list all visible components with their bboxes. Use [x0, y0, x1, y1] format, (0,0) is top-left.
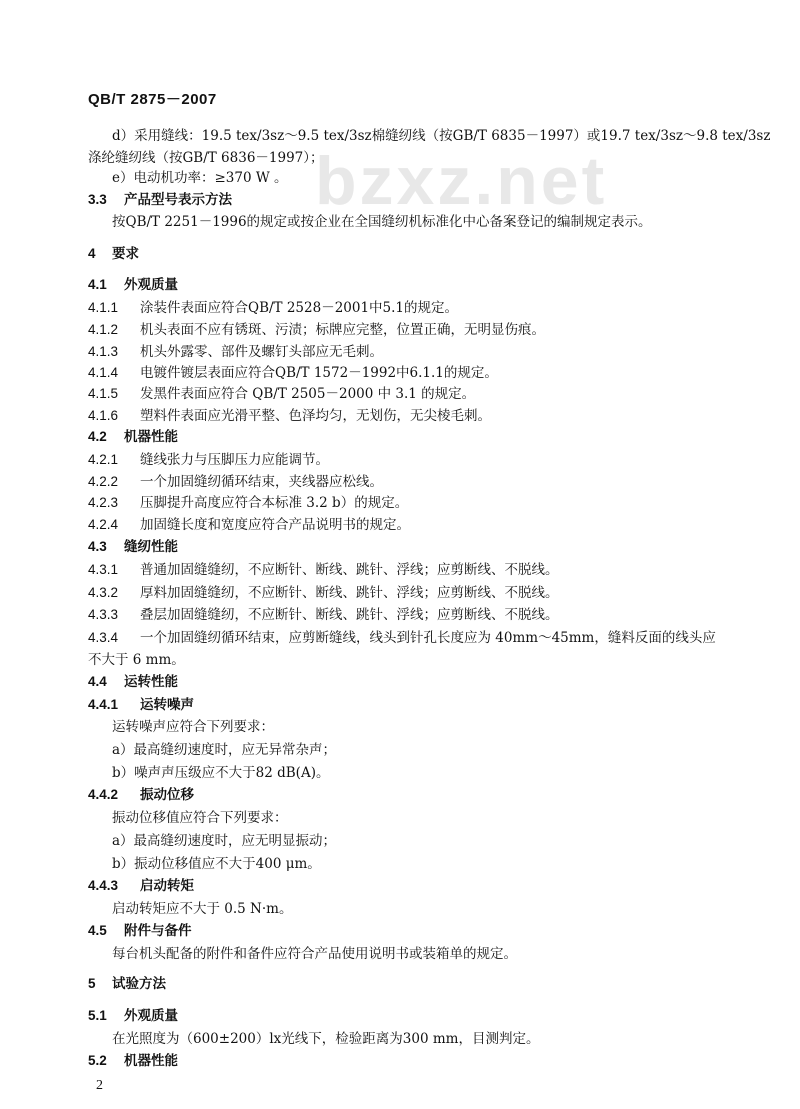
clause-text: 发黑件表面应符合 QB/T 2505－2000 中 3.1 的规定。 [140, 386, 476, 402]
clause-4-1-4 [88, 364, 498, 382]
section-3-3-heading [88, 191, 232, 209]
section-4-4-1-heading [88, 696, 194, 714]
section-title: 机器性能 [124, 1053, 178, 1068]
clause-number: 4.3.2 [88, 585, 119, 600]
section-title: 要求 [112, 246, 139, 261]
clause-text: 一个加固缝纫循环结束，应剪断缝线，线头到针孔长度应为 40mm～45mm，缝料反面的线头应 [140, 630, 716, 646]
vibration-item-a: a）最高缝纫速度时，应无明显振动； [112, 833, 337, 849]
section-number: 3.3 [88, 192, 107, 207]
section-number: 4.4 [88, 674, 107, 689]
section-number: 5.1 [88, 1008, 107, 1023]
clause-4-3-2 [88, 584, 559, 602]
clause-text: 厚料加固缝缝纫，不应断针、断线、跳针、浮线；应剪断线、不脱线。 [140, 585, 559, 601]
section-number: 4.4.1 [88, 697, 119, 712]
section-title: 运转性能 [124, 674, 178, 689]
torque-body: 启动转矩应不大于 0.5 N·m。 [112, 901, 293, 917]
page-number: 2 [96, 1078, 103, 1093]
section-4-4-2-heading [88, 786, 194, 804]
item-d-line1: d）采用缝线：19.5 tex/3sz～9.5 tex/3sz棉缝纫线（按GB/T 6835－1997）或19.7 tex/3sz～9.8 tex/3sz [112, 128, 771, 144]
clause-number: 4.2.2 [88, 474, 119, 489]
section-number: 4.3 [88, 539, 107, 554]
clause-4-1-1 [88, 299, 458, 317]
clause-number: 4.2.1 [88, 452, 119, 467]
section-number: 5.2 [88, 1053, 107, 1068]
clause-4-2-2 [88, 473, 383, 491]
clause-text: 缝线张力与压脚压力应能调节。 [140, 452, 329, 468]
clause-text: 叠层加固缝缝纫，不应断针、断线、跳针、浮线；应剪断线、不脱线。 [140, 607, 559, 623]
section-4-4-heading [88, 673, 178, 691]
section-3-3-body: 按QB/T 2251－1996的规定或按企业在全国缝纫机标准化中心备案登记的编制规定表示。 [112, 214, 652, 230]
clause-number: 4.2.4 [88, 517, 119, 532]
section-4-1-heading [88, 276, 178, 294]
section-5-2-heading [88, 1052, 178, 1070]
watermark-text: bzxz.net [315, 143, 608, 219]
clause-number: 4.1.4 [88, 365, 119, 380]
clause-4-2-3 [88, 494, 408, 512]
vibration-item-b: b）振动位移值应不大于400 μm。 [112, 856, 321, 872]
clause-text: 压脚提升高度应符合本标准 3.2 b）的规定。 [140, 495, 409, 511]
section-title: 启动转矩 [140, 878, 194, 893]
section-5-heading [88, 975, 166, 993]
clause-4-1-3 [88, 343, 383, 361]
section-title: 缝纫性能 [124, 539, 178, 554]
clause-4-3-3 [88, 606, 559, 624]
section-5-1-heading [88, 1007, 178, 1025]
section-title: 附件与备件 [124, 923, 192, 938]
section-number: 4.5 [88, 923, 107, 938]
clause-4-2-4 [88, 516, 410, 534]
clause-text: 涂装件表面应符合QB/T 2528－2001中5.1的规定。 [140, 300, 459, 316]
item-e: e）电动机功率：≥370 W 。 [112, 170, 288, 186]
accessories-body: 每台机头配备的附件和备件应符合产品使用说明书或装箱单的规定。 [112, 946, 517, 962]
section-number: 4.1 [88, 277, 107, 292]
section-title: 外观质量 [124, 1008, 178, 1023]
clause-number: 4.3.3 [88, 607, 119, 622]
clause-number: 4.1.5 [88, 386, 119, 401]
clause-4-2-1 [88, 451, 329, 469]
clause-4-3-4 [88, 629, 716, 647]
clause-number: 4.1.1 [88, 300, 119, 315]
clause-text: 电镀件镀层表面应符合QB/T 1572－1992中6.1.1的规定。 [140, 365, 498, 381]
clause-number: 4.1.2 [88, 322, 119, 337]
clause-number: 4.3.4 [88, 630, 119, 645]
section-4-5-heading [88, 922, 192, 940]
noise-item-a: a）最高缝纫速度时，应无异常杂声； [112, 742, 337, 758]
section-title: 机器性能 [124, 429, 178, 444]
clause-text: 一个加固缝纫循环结束，夹线器应松线。 [140, 474, 383, 490]
item-d-line2: 涤纶缝纫线（按GB/T 6836－1997）； [88, 150, 324, 166]
appearance-test-body: 在光照度为（600±200）lx光线下，检验距离为300 mm，目测判定。 [112, 1031, 540, 1047]
section-number: 4.4.2 [88, 787, 119, 802]
section-title: 振动位移 [140, 787, 194, 802]
section-4-2-heading [88, 428, 178, 446]
section-title: 外观质量 [124, 277, 178, 292]
clause-4-1-5 [88, 385, 475, 403]
section-4-heading [88, 245, 139, 263]
clause-text: 塑料件表面应光滑平整、色泽均匀，无划伤，无尖棱毛刺。 [140, 408, 491, 424]
vibration-intro: 振动位移值应符合下列要求： [112, 810, 288, 826]
clause-number: 4.3.1 [88, 562, 119, 577]
section-4-3-heading [88, 538, 178, 556]
section-number: 4.2 [88, 429, 107, 444]
clause-text: 机头外露零、部件及螺钉头部应无毛刺。 [140, 344, 383, 360]
clause-number: 4.2.3 [88, 495, 119, 510]
clause-number: 4.1.3 [88, 344, 119, 359]
section-number: 4.4.3 [88, 878, 119, 893]
clause-4-1-2 [88, 321, 545, 339]
noise-intro: 运转噪声应符合下列要求： [112, 719, 274, 735]
clause-text: 机头表面不应有锈斑、污渍；标牌应完整，位置正确，无明显伤痕。 [140, 322, 545, 338]
noise-item-b: b）噪声声压级应不大于82 dB(A)。 [112, 765, 330, 781]
clause-text: 加固缝长度和宽度应符合产品说明书的规定。 [140, 517, 410, 533]
section-4-4-3-heading [88, 877, 194, 895]
section-title: 试验方法 [112, 976, 166, 991]
clause-4-1-6 [88, 407, 491, 425]
clause-4-3-1 [88, 561, 559, 579]
document-id-header: QB/T 2875－2007 [88, 91, 217, 108]
clause-4-3-4-continued: 不大于 6 mm。 [88, 652, 185, 668]
section-number: 4 [88, 246, 96, 261]
clause-text: 普通加固缝缝纫，不应断针、断线、跳针、浮线；应剪断线、不脱线。 [140, 562, 559, 578]
section-title: 产品型号表示方法 [124, 192, 232, 207]
clause-number: 4.1.6 [88, 408, 119, 423]
section-number: 5 [88, 976, 96, 991]
section-title: 运转噪声 [140, 697, 194, 712]
